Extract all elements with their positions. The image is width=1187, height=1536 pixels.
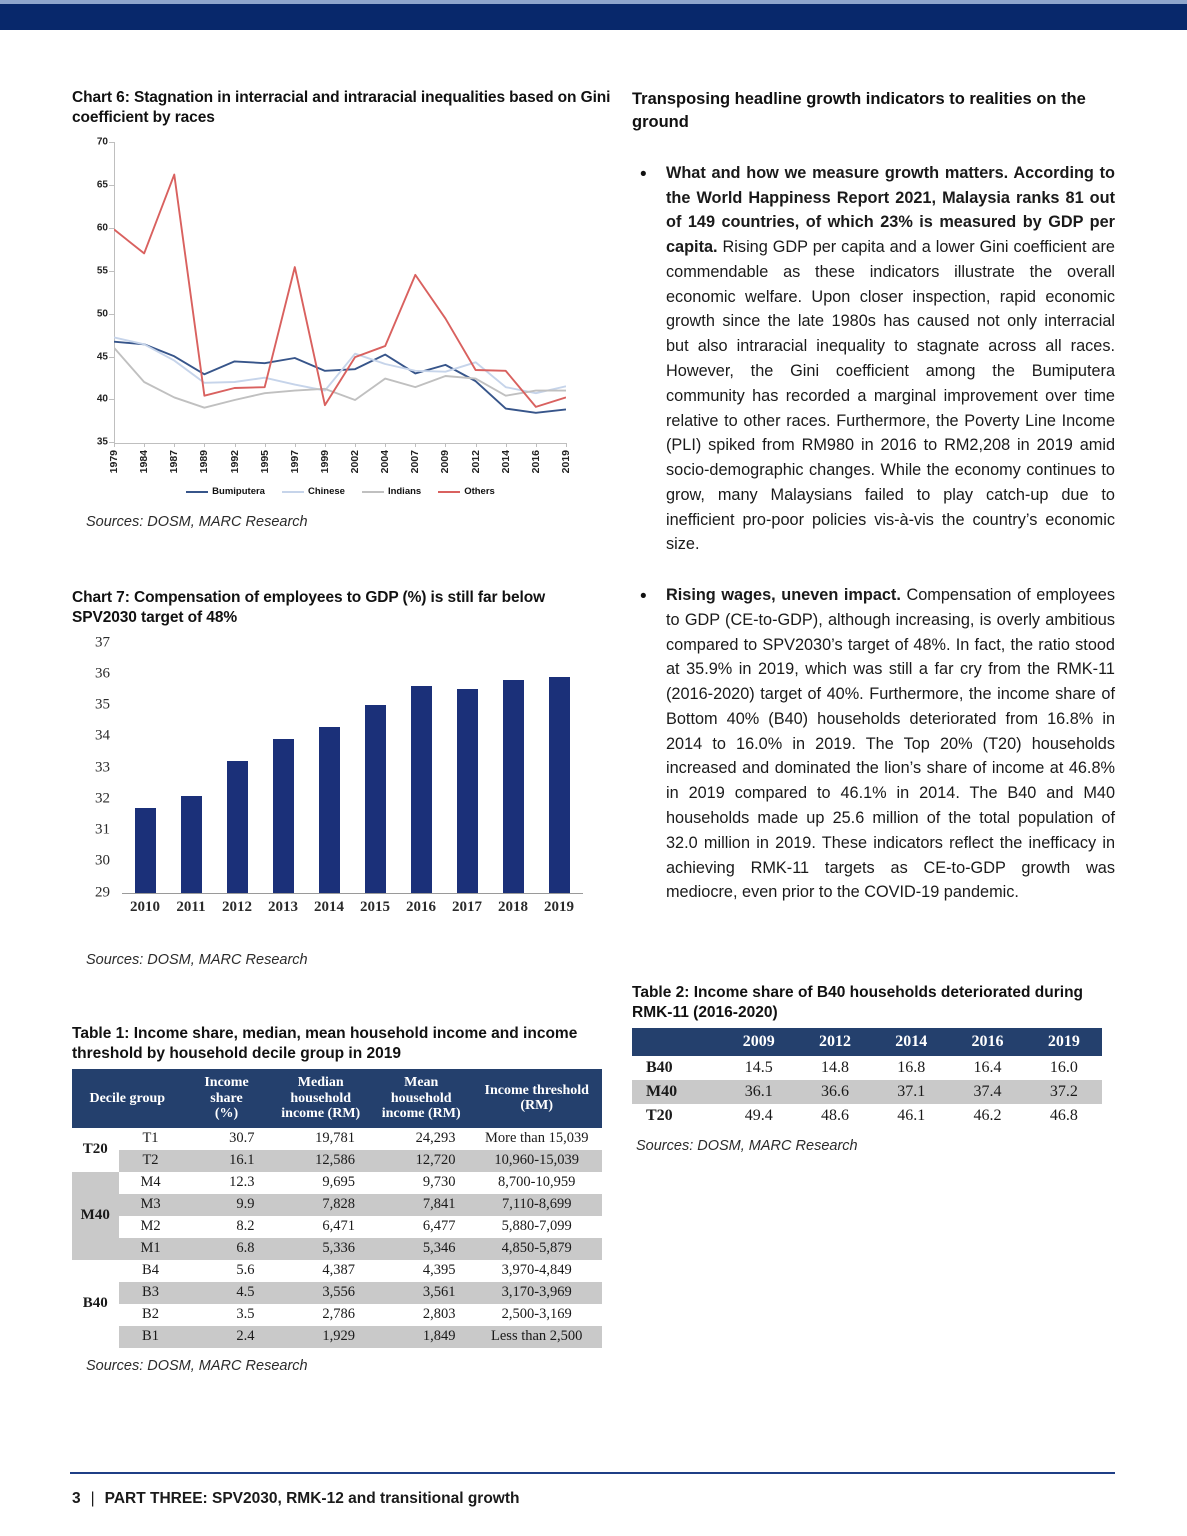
table2-cell: 36.1 <box>744 1083 773 1101</box>
table1-cell: 5,336 <box>271 1238 371 1260</box>
chart7-figure <box>72 634 592 942</box>
chart6-legend-label: Indians <box>387 486 422 498</box>
chart6-y-tick-label: 55 <box>96 265 108 277</box>
table1-cell: 9.9 <box>183 1194 271 1216</box>
table2-row-label: M40 <box>646 1083 678 1101</box>
table2-cell: 36.6 <box>820 1083 849 1101</box>
table1-cell: 2,500-3,169 <box>471 1304 602 1326</box>
chart6-x-tick-mark <box>445 443 446 447</box>
chart6-legend-label: Bumiputera <box>212 486 265 498</box>
chart7-bar-cell <box>214 643 260 893</box>
table-row <box>72 1238 602 1260</box>
table-row <box>72 1194 602 1216</box>
chart7-x-tick-label: 2014 <box>314 898 344 915</box>
chart6-x-tick-mark <box>144 443 145 447</box>
chart6-x-tick-label: 2012 <box>469 450 482 474</box>
chart6-series-line <box>114 342 566 413</box>
table1-cell: M1 <box>119 1238 183 1260</box>
table2-cell: 37.2 <box>1049 1083 1078 1101</box>
table2-row-label: B40 <box>646 1059 673 1077</box>
table1-header-row <box>72 1069 602 1128</box>
chart7-bar <box>365 705 386 893</box>
table1-header-cell: Mean household income (RM) <box>371 1069 471 1128</box>
chart6-x-tick-mark <box>506 443 507 447</box>
table1-cell: 2,786 <box>271 1304 371 1326</box>
chart7-y-tick-label: 37 <box>95 634 110 651</box>
table1-sources: Sources: DOSM, MARC Research <box>86 1357 308 1374</box>
chart7-bar-cell <box>490 643 536 893</box>
chart6-y-tick-label: 65 <box>96 179 108 191</box>
table1-cell: 5.6 <box>183 1260 271 1282</box>
table-row <box>72 1172 602 1194</box>
chart7-y-axis-labels <box>72 634 116 901</box>
table2-sources: Sources: DOSM, MARC Research <box>636 1138 858 1155</box>
chart6-x-tick-label: 2016 <box>529 450 542 474</box>
table2-cell: 16.4 <box>973 1059 1002 1077</box>
footer-rule <box>70 1472 1115 1475</box>
chart6-x-tick-mark <box>415 443 416 447</box>
table1-cell: 6,477 <box>371 1216 471 1238</box>
bullet-text: What and how we measure growth matters. According to the World Happiness Report 2021, Malaysia ranks 81 out of 149 countries, of which 23% is measured by GDP per capita. Rising GDP per capita and a lower Gini coefficient are commendable as these indicators illustrate the overall economic welfare. Upon closer inspection, rapid economic growth since the late 1980s has caused not only interracial but also intraracial inequality to stagnate across all races. However, the Gini coefficient among the Bumiputera community has recorded a marginal improvement over time relative to other races. Furthermore, the Poverty Line Income (PLI) spiked from RM980 in 2016 to RM2,208 in 2019 amid socio-demographic changes. While the economy continues to grow, many Malaysians failed to play catch-up due to inefficient pro-poor policies vis-à-vis the country’s economic size. <box>666 163 1115 554</box>
chart6-legend-label: Others <box>464 486 495 498</box>
chart7-title: Chart 7: Compensation of employees to GDP (%) is still far below SPV2030 target of 48% <box>72 589 546 627</box>
table2-cell: 16.0 <box>1049 1059 1078 1077</box>
table-row <box>632 1104 1102 1128</box>
table2-header-row <box>632 1028 1102 1056</box>
chart7-bar-cell <box>168 643 214 893</box>
table2-cell: 46.8 <box>1049 1107 1078 1125</box>
table1-cell: 10,960-15,039 <box>471 1150 602 1172</box>
table1-cell: 6.8 <box>183 1238 271 1260</box>
chart7-y-tick-label: 30 <box>95 852 110 869</box>
chart7-x-tick-label: 2019 <box>544 898 574 915</box>
table1-body <box>72 1128 602 1348</box>
chart6-x-tick-mark <box>295 443 296 447</box>
bullet-lead-text: Rising wages, uneven impact. <box>666 586 901 605</box>
table2-header-cell: 2012 <box>797 1028 873 1056</box>
table1-group-label: B40 <box>72 1260 119 1348</box>
table1-cell: 2.4 <box>183 1326 271 1348</box>
table-row <box>72 1326 602 1348</box>
chart7-y-tick-label: 31 <box>95 821 110 838</box>
table2-cell: 16.8 <box>897 1059 926 1077</box>
table1-cell: 4,850-5,879 <box>471 1238 602 1260</box>
right-column <box>632 88 1115 1154</box>
chart6-x-tick-mark <box>536 443 537 447</box>
chart6-x-tick-label: 2002 <box>349 450 362 474</box>
chart6-series-line <box>114 348 566 408</box>
table1-cell: 3,970-4,849 <box>471 1260 602 1282</box>
table1-cell: 24,293 <box>371 1128 471 1150</box>
chart6-x-tick-mark <box>265 443 266 447</box>
chart6-block <box>72 88 612 530</box>
table-row <box>72 1216 602 1238</box>
table-row <box>72 1282 602 1304</box>
table2-cell: 48.6 <box>820 1107 849 1125</box>
chart6-legend-item <box>362 486 421 497</box>
footer-title: PART THREE: SPV2030, RMK-12 and transitional growth <box>104 1490 520 1507</box>
chart7-bar <box>319 727 340 893</box>
table1-cell: 3.5 <box>183 1304 271 1326</box>
table1-cell: 16.1 <box>183 1150 271 1172</box>
footer-page-number: 3 <box>72 1490 81 1507</box>
chart7-sources: Sources: DOSM, MARC Research <box>86 951 308 968</box>
table1-cell: 3,561 <box>371 1282 471 1304</box>
chart7-bars <box>122 643 582 893</box>
table1-cell: 8.2 <box>183 1216 271 1238</box>
table2-body <box>632 1056 1102 1128</box>
table2 <box>632 1028 1102 1128</box>
chart7-bar-cell <box>352 643 398 893</box>
chart6-legend-item <box>186 486 265 497</box>
table2-row-label: T20 <box>646 1107 673 1125</box>
chart7-y-tick-label: 36 <box>95 665 110 682</box>
chart7-x-tick-label: 2017 <box>452 898 482 915</box>
chart6-legend-label: Chinese <box>307 486 345 498</box>
table1-cell: 3,556 <box>271 1282 371 1304</box>
chart7-x-axis-labels <box>122 899 582 916</box>
chart7-bar-cell <box>536 643 582 893</box>
chart7-bar-cell <box>122 643 168 893</box>
chart6-x-tick-mark <box>174 443 175 447</box>
chart6-x-tick-label: 2014 <box>499 450 512 474</box>
chart7-bar <box>503 680 524 893</box>
chart6-title: Chart 6: Stagnation in interracial and intraracial inequalities based on Gini coefficient by races <box>72 89 611 127</box>
left-column <box>72 88 612 1374</box>
table1-cell: B2 <box>119 1304 183 1326</box>
chart7-x-tick-label: 2012 <box>222 898 252 915</box>
table1-cell: T1 <box>119 1128 183 1150</box>
chart7-bar <box>227 761 248 892</box>
table1-cell: 5,880-7,099 <box>471 1216 602 1238</box>
chart6-x-tick-mark <box>114 443 115 447</box>
table1-cell: Less than 2,500 <box>471 1326 602 1348</box>
chart6-y-tick-label: 40 <box>96 393 108 405</box>
chart6-x-tick-mark <box>204 443 205 447</box>
chart6-x-tick-mark <box>355 443 356 447</box>
chart6-legend-swatch <box>438 491 460 494</box>
table1-cell: 8,700-10,959 <box>471 1172 602 1194</box>
section-heading: Transposing headline growth indicators to realities on the ground <box>632 90 1086 132</box>
table1-block <box>72 1024 612 1374</box>
table1-cell: M3 <box>119 1194 183 1216</box>
chart6-x-tick-label: 1992 <box>228 450 241 474</box>
chart7-bar-cell <box>398 643 444 893</box>
table1-cell: 1,929 <box>271 1326 371 1348</box>
chart7-y-tick-label: 33 <box>95 759 110 776</box>
table1-cell: 2,803 <box>371 1304 471 1326</box>
table1-cell: 7,828 <box>271 1194 371 1216</box>
chart7-x-tick-label: 2013 <box>268 898 298 915</box>
table2-cell: 37.1 <box>897 1083 926 1101</box>
table1-cell: 5,346 <box>371 1238 471 1260</box>
table2-title: Table 2: Income share of B40 households deteriorated during RMK-11 (2016-2020) <box>632 984 1084 1022</box>
bullet-item <box>632 161 1115 557</box>
table2-cell: 46.1 <box>897 1107 926 1125</box>
table1-cell: B3 <box>119 1282 183 1304</box>
table1-cell: T2 <box>119 1150 183 1172</box>
footer-separator: | <box>90 1490 95 1507</box>
table1-cell: 4,387 <box>271 1260 371 1282</box>
chart6-x-tick-label: 2019 <box>560 450 572 474</box>
chart6-figure <box>72 134 592 504</box>
chart7-bar-cell <box>444 643 490 893</box>
chart6-x-tick-label: 1999 <box>318 450 331 474</box>
table-row <box>632 1080 1102 1104</box>
chart6-x-tick-label: 1997 <box>288 450 301 474</box>
page-header-bar <box>0 4 1187 30</box>
table2-header-cell <box>632 1028 721 1056</box>
table-row <box>72 1260 602 1282</box>
table2-header-cell: 2014 <box>873 1028 949 1056</box>
chart6-x-tick-label: 1987 <box>168 450 181 474</box>
chart7-x-tick-label: 2016 <box>406 898 436 915</box>
page-content <box>0 30 1187 1536</box>
chart7-y-tick-label: 32 <box>95 790 110 807</box>
chart7-x-axis-line <box>122 893 583 895</box>
chart6-y-tick-label: 35 <box>96 436 108 448</box>
chart6-x-tick-mark <box>385 443 386 447</box>
chart7-bar <box>273 739 294 892</box>
chart6-x-tick-label: 1989 <box>198 450 211 474</box>
chart6-x-tick-label: 2007 <box>409 450 422 474</box>
chart7-x-tick-label: 2015 <box>360 898 390 915</box>
chart6-y-axis-labels <box>72 134 112 450</box>
bullet-item <box>632 583 1115 905</box>
chart7-bar-cell <box>260 643 306 893</box>
table1-cell: M2 <box>119 1216 183 1238</box>
chart6-x-tick-mark <box>235 443 236 447</box>
bullet-lead-text: What and how we measure growth matters. According to the World Happiness Report 2021, Malaysia ranks 81 out of 149 countries, of which 23% is measured by GDP per capita. <box>666 163 1115 257</box>
table-row <box>72 1150 602 1172</box>
table1-cell: 6,471 <box>271 1216 371 1238</box>
chart7-bar <box>411 686 432 892</box>
chart6-y-tick-label: 70 <box>96 136 108 148</box>
table1-group-label: T20 <box>72 1128 119 1172</box>
chart7-x-tick-label: 2018 <box>498 898 528 915</box>
table1-header-cell: Income share (%) <box>183 1069 271 1128</box>
chart6-x-tick-mark <box>566 443 567 447</box>
chart7-x-tick-label: 2010 <box>130 898 160 915</box>
chart7-bar <box>181 796 202 893</box>
chart7-bar <box>549 677 570 893</box>
footer <box>72 1490 520 1508</box>
table-row <box>72 1304 602 1326</box>
chart6-x-tick-label: 1979 <box>108 450 120 474</box>
table1-cell: B4 <box>119 1260 183 1282</box>
table1-cell: 9,730 <box>371 1172 471 1194</box>
chart6-x-tick-label: 1995 <box>258 450 271 474</box>
chart6-series-line <box>114 338 566 394</box>
table1-cell: 9,695 <box>271 1172 371 1194</box>
chart6-legend-item <box>282 486 345 497</box>
table-row <box>632 1056 1102 1080</box>
bullet-marker-icon: • <box>640 163 647 185</box>
table-row <box>72 1128 602 1150</box>
chart7-bar <box>457 689 478 892</box>
chart6-y-tick-label: 60 <box>96 222 108 234</box>
table2-cell: 46.2 <box>973 1107 1002 1125</box>
table1-cell: 4.5 <box>183 1282 271 1304</box>
chart6-x-tick-mark <box>325 443 326 447</box>
table1-cell: 7,110-8,699 <box>471 1194 602 1216</box>
table1-cell: 12.3 <box>183 1172 271 1194</box>
table2-cell: 14.8 <box>820 1059 849 1077</box>
table1-cell: 3,170-3,969 <box>471 1282 602 1304</box>
table1-cell: 12,586 <box>271 1150 371 1172</box>
chart6-x-tick-mark <box>476 443 477 447</box>
table1-header-cell: Income threshold (RM) <box>471 1069 602 1128</box>
table1-title: Table 1: Income share, median, mean household income and income threshold by household decile group in 2019 <box>72 1024 578 1062</box>
table1-cell: M4 <box>119 1172 183 1194</box>
table2-cell: 14.5 <box>744 1059 773 1077</box>
chart6-x-axis-line <box>114 443 567 444</box>
chart6-legend-swatch <box>362 491 384 494</box>
table1-head <box>72 1069 602 1128</box>
table2-cell: 49.4 <box>744 1107 773 1125</box>
table1-header-cell: Median household income (RM) <box>271 1069 371 1128</box>
bullet-marker-icon: • <box>640 586 647 608</box>
table2-block <box>632 983 1115 1154</box>
table1-cell: B1 <box>119 1326 183 1348</box>
chart6-legend <box>114 486 567 497</box>
chart6-y-tick-label: 50 <box>96 308 108 320</box>
table1-cell: 30.7 <box>183 1128 271 1150</box>
chart6-legend-swatch <box>282 491 304 494</box>
chart6-sources: Sources: DOSM, MARC Research <box>86 514 308 531</box>
chart7-y-tick-label: 35 <box>95 696 110 713</box>
table2-cell: 37.4 <box>973 1083 1002 1101</box>
chart6-legend-item <box>438 486 495 497</box>
chart6-y-tick-label: 45 <box>96 351 108 363</box>
chart6-x-tick-label: 1984 <box>138 450 151 474</box>
chart7-y-tick-label: 34 <box>95 727 110 744</box>
chart6-x-tick-label: 2009 <box>439 450 452 474</box>
table1-cell: 4,395 <box>371 1260 471 1282</box>
bullet-text: Rising wages, uneven impact. Compensation of employees to GDP (CE-to-GDP), although increasing, is overly ambitious compared to SPV2030’s target of 48%. In fact, the ratio stood at 35.9% in 2019, which was still a far cry from the RMK-11 (2016-2020) target of 40%. Furthermore, the income share of Bottom 40% (B40) households deteriorated from 16.8% in 2014 to 16.0% in 2019. The Top 20% (T20) households increased and dominated the lion’s share of income at 46.8% in 2019 compared to 46.1% in 2014. The B40 and M40 households made up 25.6 million of the total population of 32.0 million in 2019. These indicators reflect the inefficacy in achieving RMK-11 targets as CE-to-GDP growth was mediocre, even prior to the COVID-19 pandemic. <box>666 586 1115 902</box>
table2-head <box>632 1028 1102 1056</box>
table2-header-cell: 2009 <box>721 1028 797 1056</box>
table1-group-label: M40 <box>72 1172 119 1260</box>
chart7-block <box>72 588 612 967</box>
chart7-bar <box>135 808 156 892</box>
table1 <box>72 1069 602 1348</box>
table1-cell: 1,849 <box>371 1326 471 1348</box>
table1-header-cell: Decile group <box>72 1069 183 1128</box>
table2-header-cell: 2019 <box>1026 1028 1102 1056</box>
chart7-y-tick-label: 29 <box>95 884 110 901</box>
table1-cell: 7,841 <box>371 1194 471 1216</box>
chart7-x-tick-label: 2011 <box>176 898 206 915</box>
table1-cell: 19,781 <box>271 1128 371 1150</box>
table1-cell: 12,720 <box>371 1150 471 1172</box>
chart6-legend-swatch <box>186 491 208 494</box>
table1-cell: More than 15,039 <box>471 1128 602 1150</box>
bullet-list <box>632 161 1115 905</box>
table2-header-cell: 2016 <box>949 1028 1025 1056</box>
chart6-x-tick-label: 2004 <box>379 450 392 474</box>
chart7-bar-cell <box>306 643 352 893</box>
chart6-line-plot <box>114 142 566 442</box>
